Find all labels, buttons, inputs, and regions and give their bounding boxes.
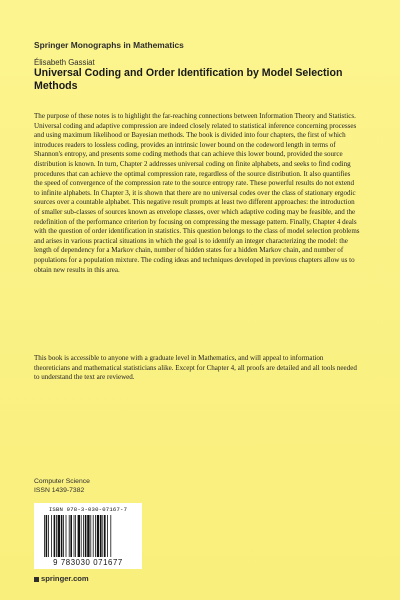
- isbn-number: ISBN 978-3-030-07167-7: [48, 506, 128, 513]
- barcode-bar: [83, 515, 84, 557]
- barcode-bar: [58, 515, 60, 557]
- ean-number: 9 783030 071677: [53, 558, 123, 567]
- barcode-bar: [95, 515, 96, 557]
- issn-number: ISSN 1439-7382: [34, 487, 85, 494]
- barcode-bar: [81, 515, 82, 557]
- barcode-bar: [75, 515, 76, 557]
- barcode-panel: [34, 503, 142, 569]
- barcode-bar: [61, 515, 63, 557]
- barcode-bar: [97, 515, 99, 557]
- barcode-bar: [78, 515, 80, 557]
- barcode-bar: [74, 515, 75, 557]
- barcode-bar: [56, 515, 57, 557]
- barcode-bar: [90, 515, 91, 557]
- barcode-bar: [93, 515, 94, 557]
- barcode-bar: [66, 515, 67, 557]
- audience-paragraph: This book is accessible to anyone with a graduate level in Mathematics, and will appeal to information theoreticians and mathematical statisticians alike. Except for Chapter 4, all proofs are detailed and all tools needed to understand the text are reviewed.: [34, 354, 357, 382]
- barcode-bar: [54, 515, 56, 557]
- abstract-paragraph: The purpose of these notes is to highlight the far-reaching connections between Information Theory and Statistics. Universal coding and adaptive compression are indeed closely related to statistical inference concerning processes and using maximum likelihood or Bayesian methods. The book is divided into four chapters, the first of which introduces readers to lossless coding, provides an intrinsic lower bound on the codeword length in terms of Shannon's entropy, and presents some coding methods that can achieve this lower bound, provided the source distribution is known. In turn, Chapter 2 addresses universal coding on finite alphabets, and seeks to find coding procedures that can achieve the optimal compression rate, regardless of the source distribution. It also quantifies the speed of convergence of the compression rate to the source entropy rate. These powerful results do not extend to infinite alphabets. In Chapter 3, it is shown that there are no universal codes over the class of stationary ergodic sources over a countable alphabet. This negative result prompts at least two different approaches: the introduction of smaller sub-classes of sources known as envelope classes, over which adaptive coding may be feasible, and the redefinition of the performance criterion by focusing on compressing the message pattern. Finally, Chapter 4 deals with the question of order identification in statistics. This question belongs to the class of model selection problems and arises in various practical situations in which the goal is to identify an integer characterizing the model: the length of dependency for a Markov chain, number of hidden states for a hidden Markov chain, and number of populations for a population mixture. The coding ideas and techniques developed in previous chapters allow us to obtain new results in this area.: [34, 112, 360, 274]
- barcode-bar: [85, 515, 87, 557]
- barcode-bar: [51, 515, 52, 557]
- barcode-bar: [69, 515, 70, 557]
- publisher-url: [34, 574, 89, 583]
- book-title: Universal Coding and Order Identification by Model Selection Methods: [34, 67, 343, 92]
- subject-category: Computer Science: [34, 478, 90, 485]
- barcode-bar: [63, 515, 64, 557]
- barcode-bars: [44, 515, 134, 557]
- barcode-bar: [87, 515, 89, 557]
- author-name: Élisabeth Gassiat: [34, 58, 95, 67]
- barcode-bar: [102, 515, 103, 557]
- publisher-bullet-icon: [34, 577, 39, 582]
- barcode-bar: [46, 515, 48, 557]
- barcode-bar: [70, 515, 72, 557]
- barcode-bar: [107, 515, 108, 557]
- barcode-bar: [104, 515, 106, 557]
- barcode-bar: [44, 515, 45, 557]
- barcode-bar: [110, 515, 111, 557]
- barcode-bar: [48, 515, 49, 557]
- publisher-url-text: springer.com: [41, 574, 89, 583]
- series-name: Springer Monographs in Mathematics: [34, 40, 184, 50]
- barcode-bar: [100, 515, 102, 557]
